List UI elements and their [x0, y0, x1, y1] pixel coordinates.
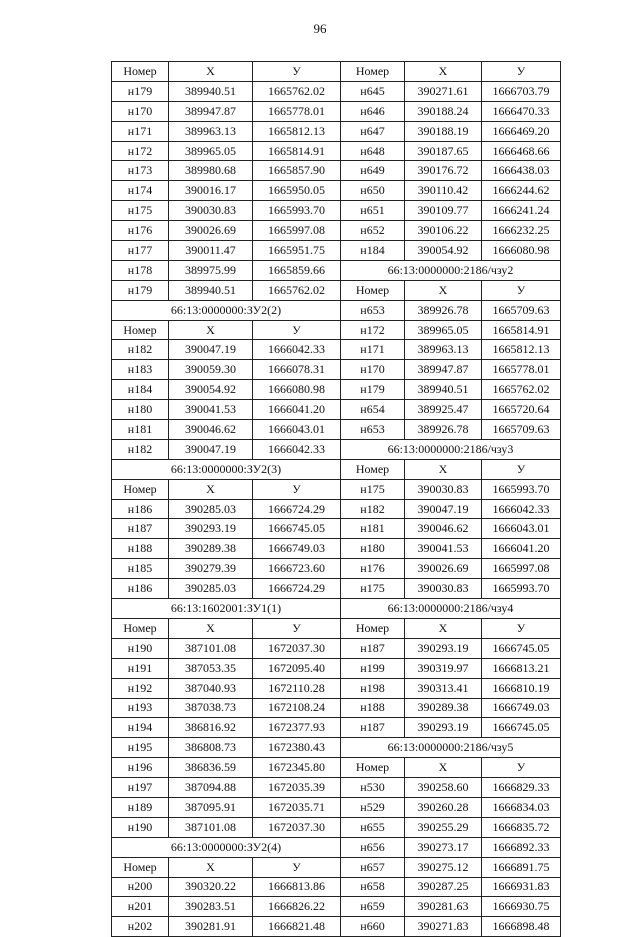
- header-point-number-cell: Номер: [341, 618, 405, 638]
- point-number-cell: н190: [112, 817, 169, 837]
- parcel-heading-cell: 66:13:0000000:ЗУ2(2): [112, 300, 341, 320]
- point-number-cell: н649: [341, 161, 405, 181]
- x-coordinate-cell: 390313.41: [405, 678, 482, 698]
- point-number-cell: н657: [341, 857, 405, 877]
- table-row: [112, 340, 561, 360]
- y-coordinate-cell: 1665709.63: [482, 420, 561, 440]
- point-number-cell: н194: [112, 718, 169, 738]
- point-number-cell: н174: [112, 181, 169, 201]
- y-coordinate-cell: 1665993.70: [253, 201, 341, 221]
- point-number-cell: н659: [341, 897, 405, 917]
- y-coordinate-cell: 1666810.19: [482, 678, 561, 698]
- header-x-coordinate-cell: Х: [169, 618, 253, 638]
- point-number-cell: н651: [341, 201, 405, 221]
- header-y-coordinate-cell: У: [253, 857, 341, 877]
- point-number-cell: н195: [112, 738, 169, 758]
- point-number-cell: н187: [341, 718, 405, 738]
- point-number-cell: н172: [112, 141, 169, 161]
- y-coordinate-cell: 1672037.30: [253, 638, 341, 658]
- point-number-cell: н188: [112, 539, 169, 559]
- y-coordinate-cell: 1666703.79: [482, 81, 561, 101]
- y-coordinate-cell: 1666080.98: [253, 380, 341, 400]
- parcel-heading-cell: 66:13:0000000:ЗУ2(3): [112, 459, 341, 479]
- x-coordinate-cell: 390285.03: [169, 499, 253, 519]
- y-coordinate-cell: 1665720.64: [482, 400, 561, 420]
- table-row: [112, 380, 561, 400]
- y-coordinate-cell: 1672110.28: [253, 678, 341, 698]
- x-coordinate-cell: 390285.03: [169, 579, 253, 599]
- table-row: [112, 539, 561, 559]
- y-coordinate-cell: 1666042.33: [482, 499, 561, 519]
- y-coordinate-cell: 1672035.39: [253, 778, 341, 798]
- y-coordinate-cell: 1666835.72: [482, 817, 561, 837]
- x-coordinate-cell: 386816.92: [169, 718, 253, 738]
- y-coordinate-cell: 1666745.05: [482, 638, 561, 658]
- point-number-cell: н171: [112, 121, 169, 141]
- y-coordinate-cell: 1672037.30: [253, 817, 341, 837]
- y-coordinate-cell: 1665778.01: [253, 101, 341, 121]
- header-point-number-cell: Номер: [112, 62, 169, 82]
- y-coordinate-cell: 1666749.03: [482, 698, 561, 718]
- y-coordinate-cell: 1666078.31: [253, 360, 341, 380]
- header-point-number-cell: Номер: [112, 857, 169, 877]
- y-coordinate-cell: 1665997.08: [253, 221, 341, 241]
- table-row: [112, 81, 561, 101]
- y-coordinate-cell: 1672035.71: [253, 797, 341, 817]
- header-y-coordinate-cell: У: [253, 479, 341, 499]
- point-number-cell: н660: [341, 917, 405, 937]
- point-number-cell: н184: [341, 241, 405, 261]
- y-coordinate-cell: 1666041.20: [253, 400, 341, 420]
- x-coordinate-cell: 390016.17: [169, 181, 253, 201]
- table-row: [112, 181, 561, 201]
- x-coordinate-cell: 389965.05: [405, 320, 482, 340]
- x-coordinate-cell: 386836.59: [169, 758, 253, 778]
- header-x-coordinate-cell: Х: [405, 618, 482, 638]
- point-number-cell: н188: [341, 698, 405, 718]
- x-coordinate-cell: 389947.87: [169, 101, 253, 121]
- header-x-coordinate-cell: Х: [169, 62, 253, 82]
- table-row: [112, 459, 561, 479]
- table-row: [112, 877, 561, 897]
- point-number-cell: н193: [112, 698, 169, 718]
- y-coordinate-cell: 1666826.22: [253, 897, 341, 917]
- parcel-heading-cell: 66:13:1602001:ЗУ1(1): [112, 599, 341, 619]
- coordinates-table: [111, 61, 561, 937]
- x-coordinate-cell: 390289.38: [169, 539, 253, 559]
- point-number-cell: н201: [112, 897, 169, 917]
- y-coordinate-cell: 1666892.33: [482, 837, 561, 857]
- point-number-cell: н180: [341, 539, 405, 559]
- table-row: [112, 121, 561, 141]
- header-x-coordinate-cell: Х: [405, 280, 482, 300]
- table-row: [112, 141, 561, 161]
- header-y-coordinate-cell: У: [482, 459, 561, 479]
- x-coordinate-cell: 389980.68: [169, 161, 253, 181]
- y-coordinate-cell: 1665857.90: [253, 161, 341, 181]
- x-coordinate-cell: 390041.53: [405, 539, 482, 559]
- page-number: 96: [313, 21, 327, 36]
- x-coordinate-cell: 390047.19: [405, 499, 482, 519]
- x-coordinate-cell: 390293.19: [405, 718, 482, 738]
- x-coordinate-cell: 390260.28: [405, 797, 482, 817]
- y-coordinate-cell: 1666821.48: [253, 917, 341, 937]
- y-coordinate-cell: 1665762.02: [253, 81, 341, 101]
- table-row: [112, 221, 561, 241]
- y-coordinate-cell: 1666232.25: [482, 221, 561, 241]
- table-row: [112, 817, 561, 837]
- point-number-cell: н186: [112, 499, 169, 519]
- table-row: [112, 101, 561, 121]
- point-number-cell: н185: [112, 559, 169, 579]
- table-row: [112, 260, 561, 280]
- point-number-cell: н175: [341, 479, 405, 499]
- header-point-number-cell: Номер: [341, 758, 405, 778]
- y-coordinate-cell: 1666042.33: [253, 439, 341, 459]
- y-coordinate-cell: 1666723.60: [253, 559, 341, 579]
- x-coordinate-cell: 390188.19: [405, 121, 482, 141]
- point-number-cell: н180: [112, 400, 169, 420]
- y-coordinate-cell: 1672108.24: [253, 698, 341, 718]
- x-coordinate-cell: 387053.35: [169, 658, 253, 678]
- x-coordinate-cell: 390273.17: [405, 837, 482, 857]
- table-row: [112, 778, 561, 798]
- y-coordinate-cell: 1666241.24: [482, 201, 561, 221]
- x-coordinate-cell: 390030.83: [405, 579, 482, 599]
- table-row: [112, 360, 561, 380]
- x-coordinate-cell: 387094.88: [169, 778, 253, 798]
- point-number-cell: н182: [341, 499, 405, 519]
- y-coordinate-cell: 1666745.05: [482, 718, 561, 738]
- header-x-coordinate-cell: Х: [405, 758, 482, 778]
- table-row: [112, 161, 561, 181]
- x-coordinate-cell: 390109.77: [405, 201, 482, 221]
- table-row: [112, 300, 561, 320]
- x-coordinate-cell: 387095.91: [169, 797, 253, 817]
- y-coordinate-cell: 1666898.48: [482, 917, 561, 937]
- x-coordinate-cell: 390026.69: [405, 559, 482, 579]
- table-row: [112, 519, 561, 539]
- x-coordinate-cell: 390271.83: [405, 917, 482, 937]
- y-coordinate-cell: 1666043.01: [253, 420, 341, 440]
- x-coordinate-cell: 390287.25: [405, 877, 482, 897]
- point-number-cell: н173: [112, 161, 169, 181]
- y-coordinate-cell: 1666724.29: [253, 579, 341, 599]
- x-coordinate-cell: 390046.62: [169, 420, 253, 440]
- x-coordinate-cell: 389926.78: [405, 300, 482, 320]
- y-coordinate-cell: 1666724.29: [253, 499, 341, 519]
- y-coordinate-cell: 1665993.70: [482, 479, 561, 499]
- x-coordinate-cell: 390059.30: [169, 360, 253, 380]
- x-coordinate-cell: 387040.93: [169, 678, 253, 698]
- x-coordinate-cell: 387101.08: [169, 817, 253, 837]
- x-coordinate-cell: 389947.87: [405, 360, 482, 380]
- point-number-cell: н646: [341, 101, 405, 121]
- x-coordinate-cell: 389925.47: [405, 400, 482, 420]
- y-coordinate-cell: 1666829.33: [482, 778, 561, 798]
- point-number-cell: н179: [112, 280, 169, 300]
- header-y-coordinate-cell: У: [253, 62, 341, 82]
- x-coordinate-cell: 389975.99: [169, 260, 253, 280]
- x-coordinate-cell: 390258.60: [405, 778, 482, 798]
- y-coordinate-cell: 1672377.93: [253, 718, 341, 738]
- point-number-cell: н186: [112, 579, 169, 599]
- header-point-number-cell: Номер: [341, 459, 405, 479]
- header-y-coordinate-cell: У: [482, 618, 561, 638]
- y-coordinate-cell: 1666244.62: [482, 181, 561, 201]
- point-number-cell: н176: [341, 559, 405, 579]
- table-row: [112, 420, 561, 440]
- y-coordinate-cell: 1666469.20: [482, 121, 561, 141]
- header-x-coordinate-cell: Х: [405, 62, 482, 82]
- x-coordinate-cell: 390106.22: [405, 221, 482, 241]
- point-number-cell: н179: [112, 81, 169, 101]
- header-x-coordinate-cell: Х: [405, 459, 482, 479]
- table-row: [112, 400, 561, 420]
- point-number-cell: н197: [112, 778, 169, 798]
- y-coordinate-cell: 1665814.91: [253, 141, 341, 161]
- point-number-cell: н189: [112, 797, 169, 817]
- y-coordinate-cell: 1666813.86: [253, 877, 341, 897]
- point-number-cell: н170: [112, 101, 169, 121]
- table-row: [112, 718, 561, 738]
- point-number-cell: н171: [341, 340, 405, 360]
- header-x-coordinate-cell: Х: [169, 320, 253, 340]
- point-number-cell: н182: [112, 439, 169, 459]
- x-coordinate-cell: 389965.05: [169, 141, 253, 161]
- y-coordinate-cell: 1672345.80: [253, 758, 341, 778]
- point-number-cell: н187: [112, 519, 169, 539]
- parcel-heading-cell: 66:13:0000000:2186/чзу2: [341, 260, 561, 280]
- table-row: [112, 241, 561, 261]
- point-number-cell: н181: [112, 420, 169, 440]
- point-number-cell: н198: [341, 678, 405, 698]
- table-row: [112, 479, 561, 499]
- x-coordinate-cell: 387038.73: [169, 698, 253, 718]
- point-number-cell: н191: [112, 658, 169, 678]
- table-row: [112, 320, 561, 340]
- y-coordinate-cell: 1665997.08: [482, 559, 561, 579]
- y-coordinate-cell: 1665993.70: [482, 579, 561, 599]
- header-y-coordinate-cell: У: [253, 320, 341, 340]
- point-number-cell: н181: [341, 519, 405, 539]
- header-point-number-cell: Номер: [341, 62, 405, 82]
- y-coordinate-cell: 1666080.98: [482, 241, 561, 261]
- x-coordinate-cell: 390047.19: [169, 439, 253, 459]
- y-coordinate-cell: 1666749.03: [253, 539, 341, 559]
- x-coordinate-cell: 389963.13: [169, 121, 253, 141]
- header-y-coordinate-cell: У: [482, 62, 561, 82]
- x-coordinate-cell: 390054.92: [405, 241, 482, 261]
- parcel-heading-cell: 66:13:0000000:2186/чзу5: [341, 738, 561, 758]
- point-number-cell: н172: [341, 320, 405, 340]
- x-coordinate-cell: 389940.51: [169, 81, 253, 101]
- y-coordinate-cell: 1665951.75: [253, 241, 341, 261]
- point-number-cell: н654: [341, 400, 405, 420]
- header-x-coordinate-cell: Х: [169, 857, 253, 877]
- point-number-cell: н190: [112, 638, 169, 658]
- x-coordinate-cell: 390041.53: [169, 400, 253, 420]
- table-row: [112, 62, 561, 82]
- point-number-cell: н658: [341, 877, 405, 897]
- y-coordinate-cell: 1665709.63: [482, 300, 561, 320]
- table-row: [112, 439, 561, 459]
- x-coordinate-cell: 390319.97: [405, 658, 482, 678]
- point-number-cell: н192: [112, 678, 169, 698]
- point-number-cell: н655: [341, 817, 405, 837]
- header-point-number-cell: Номер: [112, 320, 169, 340]
- y-coordinate-cell: 1672095.40: [253, 658, 341, 678]
- y-coordinate-cell: 1666931.83: [482, 877, 561, 897]
- x-coordinate-cell: 390281.91: [169, 917, 253, 937]
- x-coordinate-cell: 390030.83: [169, 201, 253, 221]
- table-row: [112, 658, 561, 678]
- x-coordinate-cell: 390188.24: [405, 101, 482, 121]
- header-x-coordinate-cell: Х: [169, 479, 253, 499]
- y-coordinate-cell: 1666042.33: [253, 340, 341, 360]
- x-coordinate-cell: 390026.69: [169, 221, 253, 241]
- point-number-cell: н178: [112, 260, 169, 280]
- point-number-cell: н183: [112, 360, 169, 380]
- x-coordinate-cell: 389940.51: [169, 280, 253, 300]
- x-coordinate-cell: 389926.78: [405, 420, 482, 440]
- table-row: [112, 559, 561, 579]
- table-row: [112, 897, 561, 917]
- x-coordinate-cell: 390289.38: [405, 698, 482, 718]
- point-number-cell: н196: [112, 758, 169, 778]
- table-row: [112, 917, 561, 937]
- point-number-cell: н179: [341, 380, 405, 400]
- y-coordinate-cell: 1665814.91: [482, 320, 561, 340]
- point-number-cell: н175: [341, 579, 405, 599]
- table-row: [112, 599, 561, 619]
- table-row: [112, 738, 561, 758]
- x-coordinate-cell: 390176.72: [405, 161, 482, 181]
- header-y-coordinate-cell: У: [482, 280, 561, 300]
- x-coordinate-cell: 390279.39: [169, 559, 253, 579]
- header-y-coordinate-cell: У: [253, 618, 341, 638]
- point-number-cell: н650: [341, 181, 405, 201]
- y-coordinate-cell: 1666470.33: [482, 101, 561, 121]
- point-number-cell: н184: [112, 380, 169, 400]
- y-coordinate-cell: 1666043.01: [482, 519, 561, 539]
- y-coordinate-cell: 1666468.66: [482, 141, 561, 161]
- point-number-cell: н175: [112, 201, 169, 221]
- x-coordinate-cell: 390271.61: [405, 81, 482, 101]
- point-number-cell: н187: [341, 638, 405, 658]
- x-coordinate-cell: 390275.12: [405, 857, 482, 877]
- x-coordinate-cell: 390030.83: [405, 479, 482, 499]
- table-row: [112, 837, 561, 857]
- x-coordinate-cell: 386808.73: [169, 738, 253, 758]
- y-coordinate-cell: 1665859.66: [253, 260, 341, 280]
- parcel-heading-cell: 66:13:0000000:2186/чзу3: [341, 439, 561, 459]
- y-coordinate-cell: 1665812.13: [253, 121, 341, 141]
- point-number-cell: н645: [341, 81, 405, 101]
- y-coordinate-cell: 1665812.13: [482, 340, 561, 360]
- x-coordinate-cell: 389963.13: [405, 340, 482, 360]
- header-point-number-cell: Номер: [112, 479, 169, 499]
- point-number-cell: н653: [341, 300, 405, 320]
- point-number-cell: н176: [112, 221, 169, 241]
- y-coordinate-cell: 1666891.75: [482, 857, 561, 877]
- point-number-cell: н199: [341, 658, 405, 678]
- x-coordinate-cell: 389940.51: [405, 380, 482, 400]
- y-coordinate-cell: 1666438.03: [482, 161, 561, 181]
- point-number-cell: н202: [112, 917, 169, 937]
- table-row: [112, 280, 561, 300]
- x-coordinate-cell: 390047.19: [169, 340, 253, 360]
- x-coordinate-cell: 390011.47: [169, 241, 253, 261]
- table-row: [112, 797, 561, 817]
- table-row: [112, 758, 561, 778]
- y-coordinate-cell: 1666834.03: [482, 797, 561, 817]
- header-point-number-cell: Номер: [112, 618, 169, 638]
- header-y-coordinate-cell: У: [482, 758, 561, 778]
- y-coordinate-cell: 1666813.21: [482, 658, 561, 678]
- point-number-cell: н529: [341, 797, 405, 817]
- point-number-cell: н648: [341, 141, 405, 161]
- y-coordinate-cell: 1665762.02: [482, 380, 561, 400]
- x-coordinate-cell: 390281.63: [405, 897, 482, 917]
- table-row: [112, 638, 561, 658]
- x-coordinate-cell: 390320.22: [169, 877, 253, 897]
- parcel-heading-cell: 66:13:0000000:2186/чзу4: [341, 599, 561, 619]
- x-coordinate-cell: 390054.92: [169, 380, 253, 400]
- table-row: [112, 499, 561, 519]
- x-coordinate-cell: 390255.29: [405, 817, 482, 837]
- y-coordinate-cell: 1666041.20: [482, 539, 561, 559]
- x-coordinate-cell: 390293.19: [405, 638, 482, 658]
- table-row: [112, 857, 561, 877]
- y-coordinate-cell: 1666745.05: [253, 519, 341, 539]
- table-row: [112, 201, 561, 221]
- point-number-cell: н177: [112, 241, 169, 261]
- x-coordinate-cell: 390293.19: [169, 519, 253, 539]
- point-number-cell: н653: [341, 420, 405, 440]
- point-number-cell: н182: [112, 340, 169, 360]
- y-coordinate-cell: 1665762.02: [253, 280, 341, 300]
- point-number-cell: н200: [112, 877, 169, 897]
- point-number-cell: н652: [341, 221, 405, 241]
- parcel-heading-cell: 66:13:0000000:ЗУ2(4): [112, 837, 341, 857]
- point-number-cell: н530: [341, 778, 405, 798]
- point-number-cell: н170: [341, 360, 405, 380]
- table-row: [112, 618, 561, 638]
- y-coordinate-cell: 1666930.75: [482, 897, 561, 917]
- x-coordinate-cell: 390046.62: [405, 519, 482, 539]
- point-number-cell: н647: [341, 121, 405, 141]
- x-coordinate-cell: 390187.65: [405, 141, 482, 161]
- y-coordinate-cell: 1672380.43: [253, 738, 341, 758]
- table-row: [112, 579, 561, 599]
- y-coordinate-cell: 1665950.05: [253, 181, 341, 201]
- point-number-cell: н656: [341, 837, 405, 857]
- table-row: [112, 678, 561, 698]
- header-point-number-cell: Номер: [341, 280, 405, 300]
- y-coordinate-cell: 1665778.01: [482, 360, 561, 380]
- table-row: [112, 698, 561, 718]
- x-coordinate-cell: 390110.42: [405, 181, 482, 201]
- x-coordinate-cell: 390283.51: [169, 897, 253, 917]
- x-coordinate-cell: 387101.08: [169, 638, 253, 658]
